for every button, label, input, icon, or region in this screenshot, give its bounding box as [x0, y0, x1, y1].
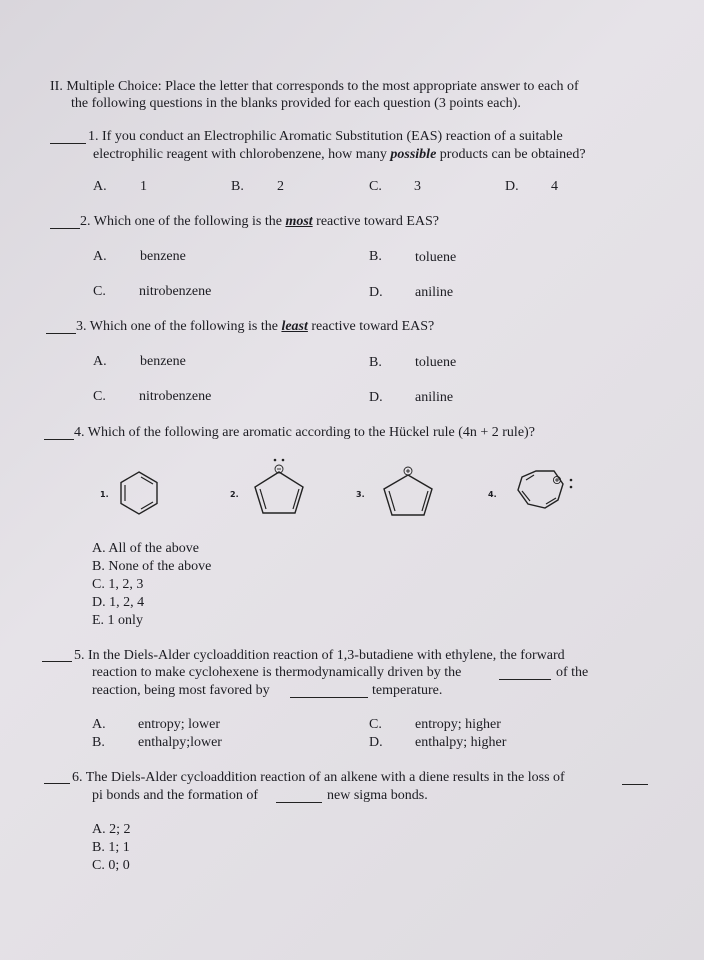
q1-option-b-text: 2	[277, 179, 284, 194]
q5-line2-a: reaction to make cyclohexene is thermodynamically driven by the	[92, 665, 462, 680]
structure-4-label: 4.	[488, 490, 497, 499]
q2-option-c-letter: C.	[93, 284, 106, 299]
q2-option-d-text: aniline	[415, 285, 454, 300]
q5-option-b-text: enthalpy;lower	[138, 735, 222, 750]
q6-line2-b: new sigma bonds.	[327, 788, 428, 803]
q5-line2-b: of the	[556, 665, 589, 680]
q2-question: 2. Which one of the following is the most reactive toward EAS?	[80, 214, 440, 229]
q6-inline-blank-2[interactable]	[276, 802, 322, 803]
benzene-structure	[114, 468, 164, 518]
q2-option-b-text: toluene	[415, 250, 457, 265]
q3-option-c-text: nitrobenzene	[139, 389, 212, 404]
q1-option-a-text: 1	[140, 179, 147, 194]
cyclopentadienyl-anion-structure	[248, 458, 310, 518]
q3-option-a-letter: A.	[93, 354, 107, 369]
q6-option-a: A. 2; 2	[92, 822, 131, 837]
q4-question: 4. Which of the following are aromatic according to the Hückel rule (4n + 2 rule)?	[74, 425, 535, 440]
q4-option-a: A. All of the above	[92, 541, 199, 556]
answer-blank-q6[interactable]	[44, 783, 70, 784]
q1-line1: 1. If you conduct an Electrophilic Aromatic Substitution (EAS) reaction of a suitable	[88, 129, 563, 144]
q5-option-a-text: entropy; lower	[138, 717, 221, 732]
q1-option-c-text: 3	[414, 179, 421, 194]
q6-option-c: C. 0; 0	[92, 858, 130, 873]
q5-option-c-letter: C.	[369, 717, 382, 732]
q2-option-a-letter: A.	[93, 249, 107, 264]
q5-line3-b: temperature.	[372, 683, 443, 698]
q2-option-d-letter: D.	[369, 285, 383, 300]
answer-blank-q2[interactable]	[50, 228, 80, 229]
q6-inline-blank-1[interactable]	[622, 784, 648, 785]
answer-blank-q1[interactable]	[50, 143, 86, 144]
section-heading: II. Multiple Choice: Place the letter that corresponds to the most appropriate answer to each of	[50, 79, 579, 94]
q5-line1: 5. In the Diels-Alder cycloaddition reaction of 1,3-butadiene with ethylene, the forward	[74, 648, 565, 663]
structure-1-label: 1.	[100, 490, 109, 499]
q5-option-d-text: enthalpy; higher	[415, 735, 507, 750]
q3-option-b-text: toluene	[415, 355, 457, 370]
q6-line2-a: pi bonds and the formation of	[92, 788, 259, 803]
q1-option-b-letter: B.	[231, 179, 244, 194]
section-heading-cont: the following questions in the blanks provided for each question (3 points each).	[71, 96, 521, 111]
q4-option-e: E. 1 only	[92, 613, 143, 628]
q5-line3-a: reaction, being most favored by	[92, 683, 270, 698]
q4-option-b: B. None of the above	[92, 559, 212, 574]
q1-option-d-text: 4	[551, 179, 558, 194]
q1-line2: electrophilic reagent with chlorobenzene, how many possible products can be obtained?	[93, 147, 586, 162]
q5-option-a-letter: A.	[92, 717, 106, 732]
q2-option-a-text: benzene	[140, 249, 186, 264]
q4-option-c: C. 1, 2, 3	[92, 577, 144, 592]
q2-option-c-text: nitrobenzene	[139, 284, 212, 299]
cycloheptatrienyl-structure	[510, 466, 580, 512]
q3-option-a-text: benzene	[140, 354, 186, 369]
q5-option-b-letter: B.	[92, 735, 105, 750]
q3-question: 3. Which one of the following is the least reactive toward EAS?	[76, 319, 435, 334]
answer-blank-q3[interactable]	[46, 333, 76, 334]
q3-option-d-text: aniline	[415, 390, 454, 405]
cyclopentadienyl-cation-structure	[374, 466, 438, 518]
q5-option-d-letter: D.	[369, 735, 383, 750]
q6-option-b: B. 1; 1	[92, 840, 130, 855]
q3-option-c-letter: C.	[93, 389, 106, 404]
answer-blank-q5[interactable]	[42, 661, 72, 662]
q6-line1: 6. The Diels-Alder cycloaddition reaction of an alkene with a diene results in the loss of	[72, 770, 565, 785]
structure-2-label: 2.	[230, 490, 239, 499]
q4-option-d: D. 1, 2, 4	[92, 595, 145, 610]
q3-option-d-letter: D.	[369, 390, 383, 405]
q5-inline-blank-2[interactable]	[290, 697, 368, 698]
structure-3-label: 3.	[356, 490, 365, 499]
q2-option-b-letter: B.	[369, 249, 382, 264]
answer-blank-q4[interactable]	[44, 439, 74, 440]
q1-option-a-letter: A.	[93, 179, 107, 194]
q3-option-b-letter: B.	[369, 355, 382, 370]
q5-inline-blank-1[interactable]	[499, 679, 551, 680]
q1-option-c-letter: C.	[369, 179, 382, 194]
q5-option-c-text: entropy; higher	[415, 717, 501, 732]
q1-option-d-letter: D.	[505, 179, 519, 194]
